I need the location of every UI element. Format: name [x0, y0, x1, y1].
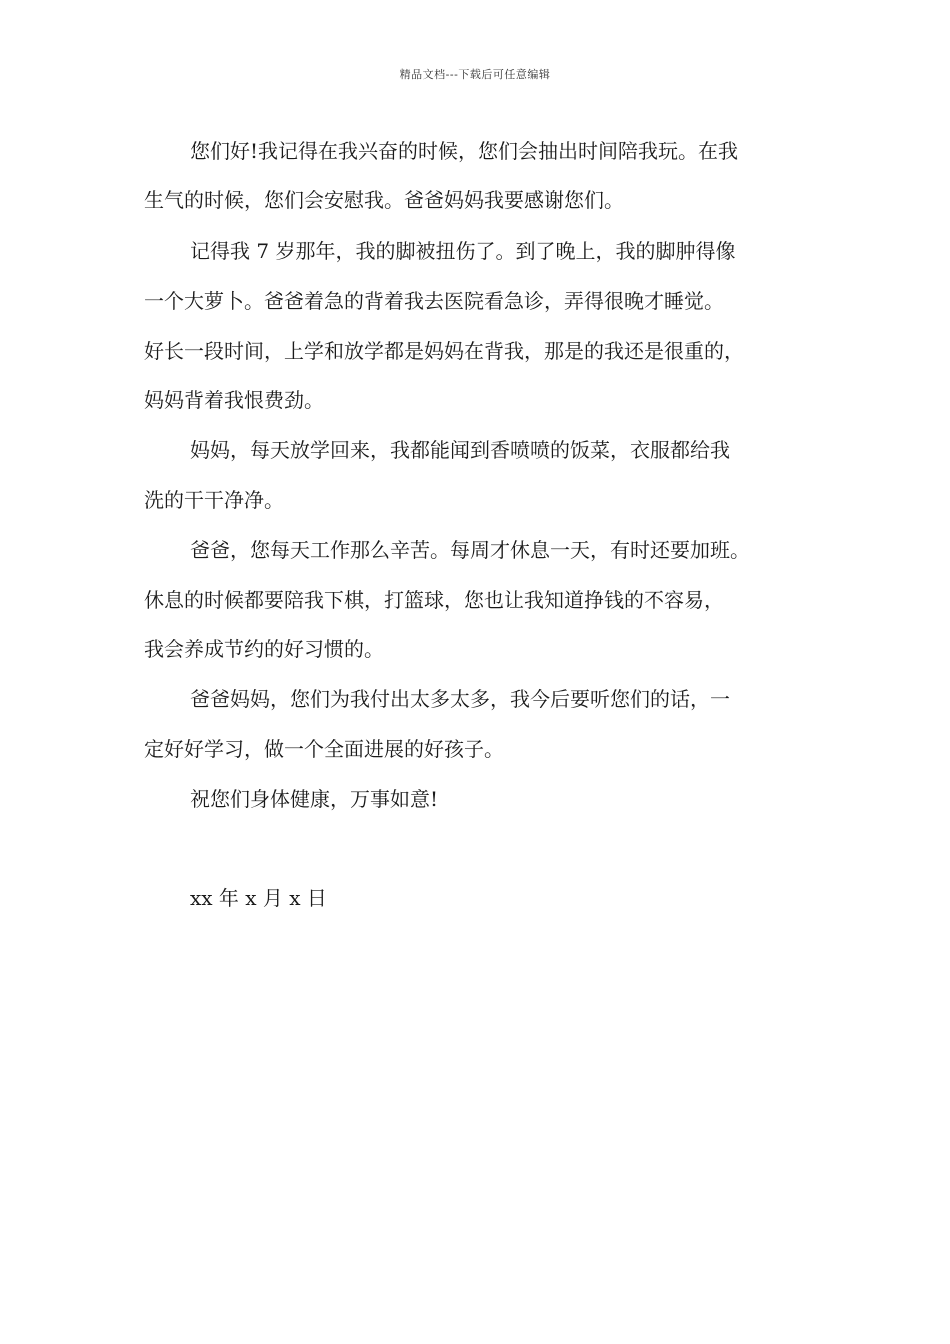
page-header: 精品文档---下载后可任意编辑 — [399, 68, 551, 81]
paragraph-2-line-4: 妈妈背着我恨费劲。 — [144, 388, 324, 412]
paragraph-5-line-1: 爸爸妈妈，您们为我付出太多太多，我今后要听您们的话，一 — [190, 687, 730, 711]
paragraph-2-line-3: 好长一段时间，上学和放学都是妈妈在背我，那是的我还是很重的， — [144, 339, 744, 363]
paragraph-4-line-2: 休息的时候都要陪我下棋，打篮球，您也让我知道挣钱的不容易， — [144, 588, 724, 612]
letter-date: xx 年 x 月 x 日 — [190, 886, 327, 910]
paragraph-2-line-1: 记得我 7 岁那年，我的脚被扭伤了。到了晚上，我的脚肿得像 — [190, 239, 736, 263]
paragraph-5-line-2: 定好好学习，做一个全面进展的好孩子。 — [144, 737, 504, 761]
paragraph-2-line-2: 一个大萝卜。爸爸着急的背着我去医院看急诊，弄得很晚才睡觉。 — [144, 289, 724, 313]
paragraph-4-line-3: 我会养成节约的好习惯的。 — [144, 637, 384, 661]
paragraph-1-line-2: 生气的时候，您们会安慰我。爸爸妈妈我要感谢您们。 — [144, 188, 624, 212]
paragraph-4-line-1: 爸爸，您每天工作那么辛苦。每周才休息一天，有时还要加班。 — [190, 538, 750, 562]
paragraph-1-line-1: 您们好!我记得在我兴奋的时候，您们会抽出时间陪我玩。在我 — [190, 139, 739, 163]
closing-wish: 祝您们身体健康，万事如意! — [190, 787, 439, 811]
paragraph-3-line-2: 洗的干干净净。 — [144, 488, 284, 512]
paragraph-3-line-1: 妈妈，每天放学回来，我都能闻到香喷喷的饭菜，衣服都给我 — [190, 438, 730, 462]
